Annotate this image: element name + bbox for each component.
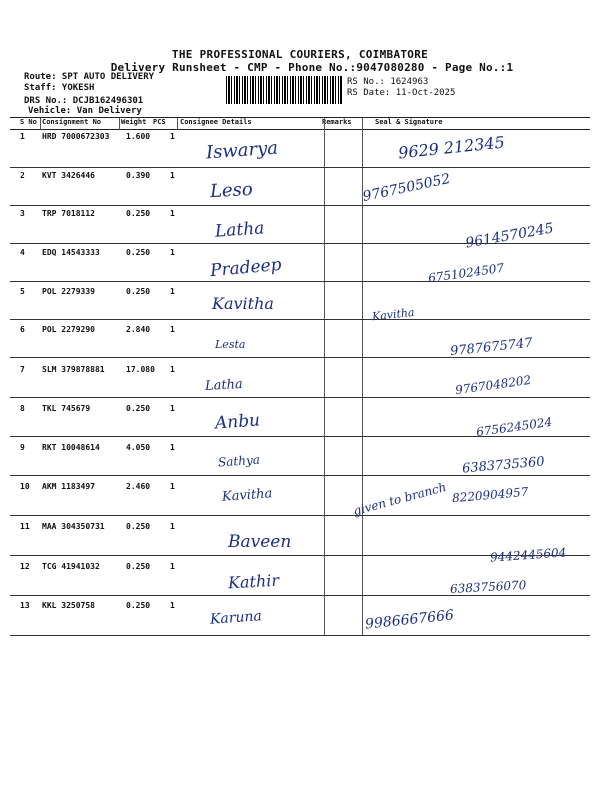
row-consignment: TKL 745679 [42,404,91,413]
row-pcs: 1 [170,404,175,413]
col-divider [119,118,120,130]
row-consignment: RKT 10048614 [42,443,100,452]
signature-handwritten: 6756245024 [475,414,553,440]
rs-number: RS No.: 1624963 [347,77,429,87]
row-consignment: KKL 3250758 [42,601,95,610]
signature-handwritten: 9442445604 [489,545,567,565]
row-consignment: POL 2279290 [42,325,95,334]
signature-handwritten: 9767505052 [361,170,452,206]
row-consignment: AKM 1183497 [42,482,95,491]
row-rule [10,319,590,320]
signature-handwritten: 6751024507 [427,260,505,286]
col-header-sno: S No [20,118,37,126]
row-rule [10,397,590,398]
row-consignment: SLM 379878881 [42,365,105,374]
col-header-seal: Seal & Signature [375,118,443,126]
staff-label: Staff: YOKESH [24,83,95,93]
row-weight: 0.250 [126,248,151,257]
row-weight: 0.250 [126,522,151,531]
signature-handwritten: 9614570245 [464,220,555,252]
row-pcs: 1 [170,132,175,141]
row-weight: 0.250 [126,287,151,296]
row-sno: 2 [20,171,25,180]
row-weight: 2.460 [126,482,151,491]
row-rule [10,515,590,516]
consignee-handwritten-name: Latha [204,377,244,394]
row-rule [10,436,590,437]
row-rule [10,205,590,206]
signature-handwritten: 9629 212345 [397,132,506,163]
row-rule [10,635,590,636]
row-weight: 0.250 [126,404,151,413]
row-pcs: 1 [170,562,175,571]
row-pcs: 1 [170,365,175,374]
consignee-handwritten-name: Sathya [217,452,261,470]
row-sno: 5 [20,287,25,296]
remark-handwritten: given to branch [351,479,448,519]
row-consignment: POL 2279339 [42,287,95,296]
row-pcs: 1 [170,522,175,531]
row-pcs: 1 [170,287,175,296]
row-weight: 0.250 [126,601,151,610]
signature-handwritten: 9986667666 [364,607,455,633]
barcode-image [226,76,342,104]
signature-handwritten: Kavitha [371,305,416,324]
col-header-pcs: PCS [153,118,166,126]
row-consignment: MAA 304350731 [42,522,105,531]
row-sno: 9 [20,443,25,452]
row-sno: 3 [20,209,25,218]
row-rule [10,281,590,282]
consignee-handwritten-name: Kavitha [212,294,274,313]
row-pcs: 1 [170,325,175,334]
company-title: THE PROFESSIONAL COURIERS, COIMBATORE [171,48,429,61]
consignee-handwritten-name: Pradeep [209,254,283,282]
row-sno: 4 [20,248,25,257]
col-header-consignment: Consignment No [42,118,102,126]
col-header-weight: Weight [121,118,147,126]
row-pcs: 1 [170,601,175,610]
row-sno: 13 [20,601,30,610]
consignee-handwritten-name: Karuna [209,608,263,628]
row-pcs: 1 [170,171,175,180]
row-pcs: 1 [170,248,175,257]
row-pcs: 1 [170,209,175,218]
signature-handwritten: 9787675747 [449,335,534,360]
consignee-handwritten-name: Iswarya [205,137,279,164]
consignee-handwritten-name: Kathir [227,570,280,593]
row-weight: 0.390 [126,171,151,180]
row-consignment: HRD 7000672303 [42,132,110,141]
runsheet-subtitle: Delivery Runsheet - CMP - Phone No.:9047080280 - Page No.:1 [110,61,514,74]
route-label: Route: SPT AUTO DELIVERY [24,72,155,82]
consignee-handwritten-name: Leso [209,178,254,203]
header-bottom-rule [10,129,590,130]
row-sno: 1 [20,132,25,141]
consignee-handwritten-name: Lesta [215,338,246,351]
row-rule [10,595,590,596]
signature-handwritten: 6383735360 [461,454,546,477]
signature-handwritten: 8220904957 [451,484,529,506]
row-rule [10,475,590,476]
row-sno: 10 [20,482,30,491]
rs-date: RS Date: 11-Oct-2025 [347,88,456,98]
row-pcs: 1 [170,443,175,452]
row-weight: 4.050 [126,443,151,452]
drs-number: DRS No.: DCJB162496301 [24,96,144,106]
row-rule [10,357,590,358]
row-sno: 11 [20,522,30,531]
row-consignment: KVT 3426446 [42,171,95,180]
consignee-handwritten-name: Anbu [214,410,261,434]
vehicle-label: Vehicle: Van Delivery [28,106,142,116]
col-divider [40,118,41,130]
row-weight: 2.840 [126,325,151,334]
col-header-remarks: Remarks [322,118,352,126]
row-sno: 12 [20,562,30,571]
remarks-divider-left [324,118,325,636]
row-sno: 7 [20,365,25,374]
row-consignment: TRP 7018112 [42,209,95,218]
consignee-handwritten-name: Latha [214,218,265,242]
row-sno: 6 [20,325,25,334]
row-weight: 0.250 [126,209,151,218]
col-divider [177,118,178,130]
row-rule [10,167,590,168]
row-weight: 0.250 [126,562,151,571]
row-consignment: TCG 41941032 [42,562,100,571]
row-sno: 8 [20,404,25,413]
col-header-consignee: Consignee Details [180,118,252,126]
signature-handwritten: 6383756070 [449,578,527,596]
consignee-handwritten-name: Kavitha [221,486,273,505]
consignee-handwritten-name: Baveen [228,532,292,552]
row-weight: 1.600 [126,132,151,141]
signature-handwritten: 9767048202 [454,372,532,398]
row-pcs: 1 [170,482,175,491]
row-weight: 17.080 [126,365,155,374]
row-consignment: EDQ 14543333 [42,248,100,257]
